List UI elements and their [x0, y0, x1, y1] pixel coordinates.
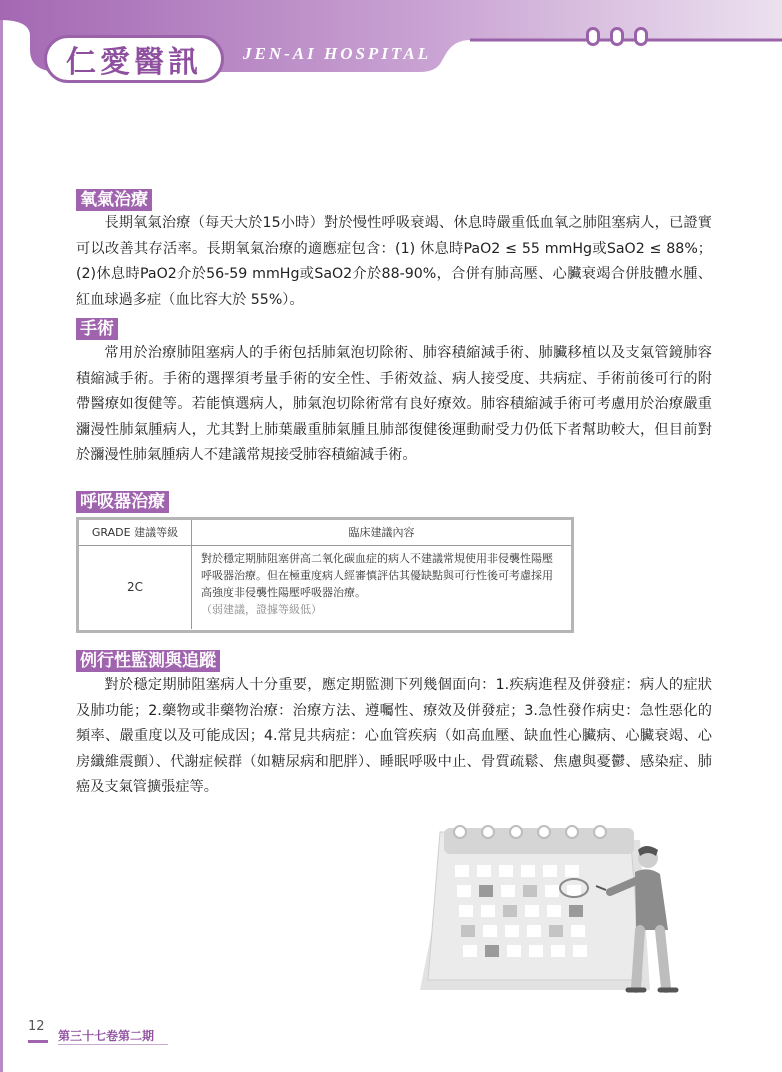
header-tab-1	[586, 27, 600, 46]
table-content-note: （弱建議，證據等級低）	[201, 603, 322, 616]
paragraph-oxygen: 長期氧氣治療（每天大於15小時）對於慢性呼吸衰竭、休息時嚴重低血氧之肺阻塞病人，已證實可以改善其存活率。長期氧氣治療的適應症包含：(1) 休息時PaO2 ≤ 55 mmHg或SaO2 ≤ 88%；(2)休息時PaO2介於56-59 mmHg或SaO2介於88-90%，合併有肺高壓、心臟衰竭合併肢體水腫、紅血球過多症（血比容大於 55%）。	[76, 215, 712, 308]
logo	[44, 35, 224, 83]
header-tabs	[586, 27, 648, 46]
table-cell-content	[201, 550, 561, 618]
section-title-ventilator: 呼吸器治療	[76, 491, 169, 513]
hospital-name: JEN-AI HOSPITAL	[243, 44, 432, 63]
header-tab-2	[610, 27, 624, 46]
recommendation-table	[76, 517, 574, 633]
section-title-surgery: 手術	[76, 318, 118, 340]
page-number: 12	[28, 1019, 45, 1034]
table-content-text: 對於穩定期肺阻塞併高二氧化碳血症的病人不建議常規使用非侵襲性陽壓呼吸器治療。但在極重度病人經審慎評估其優缺點與可行性後可考慮採用高強度非侵襲性陽壓呼吸器治療。	[201, 552, 553, 599]
issue-label: 第三十七卷第二期	[58, 1029, 155, 1043]
logo-text: 仁愛醫訊	[66, 45, 202, 80]
table-header-row	[79, 520, 571, 546]
header-tab-3	[634, 27, 648, 46]
section-title-oxygen: 氧氣治療	[76, 189, 152, 211]
table-cell-grade: 2C	[79, 545, 192, 629]
section-title-monitoring: 例行性監測與追蹤	[76, 650, 220, 672]
footer-accent-bar	[28, 1040, 48, 1043]
paragraph-monitoring: 對於穩定期肺阻塞病人十分重要，應定期監測下列幾個面向：1.疾病進程及併發症：病人的症狀及肺功能；2.藥物或非藥物治療：治療方法、遵囑性、療效及併發症；3.急性發作病史：急性惡化的頻率、嚴重度以及可能成因；4.常見共病症：心血管疾病（如高血壓、缺血性心臟病、心臟衰竭、心房纖維震顫）、代謝症候群（如糖尿病和肥胖）、睡眠呼吸中止、骨質疏鬆、焦慮與憂鬱、感染症、肺癌及支氣管擴張症等。	[76, 677, 712, 795]
footer-rule	[58, 1044, 168, 1045]
table-header-grade: GRADE 建議等級	[79, 520, 192, 545]
calendar-illustration	[410, 820, 700, 1000]
table-header-content: 臨床建議內容	[348, 526, 415, 539]
paragraph-surgery: 常用於治療肺阻塞病人的手術包括肺氣泡切除術、肺容積縮減手術、肺臟移植以及支氣管鏡肺容積縮減手術。手術的選擇須考量手術的安全性、手術效益、病人接受度、共病症、手術前後可行的附帶醫療如復健等。若能慎選病人，肺氣泡切除術常有良好療效。肺容積縮減手術可考慮用於治療嚴重瀰漫性肺氣腫病人，尤其對上肺葉嚴重肺氣腫且肺部復健後運動耐受力仍低下者幫助較大，但目前對於瀰漫性肺氣腫病人不建議常規接受肺容積縮減手術。	[76, 345, 712, 463]
left-margin-rule	[0, 0, 3, 1072]
recommendation-table-body	[79, 520, 571, 630]
